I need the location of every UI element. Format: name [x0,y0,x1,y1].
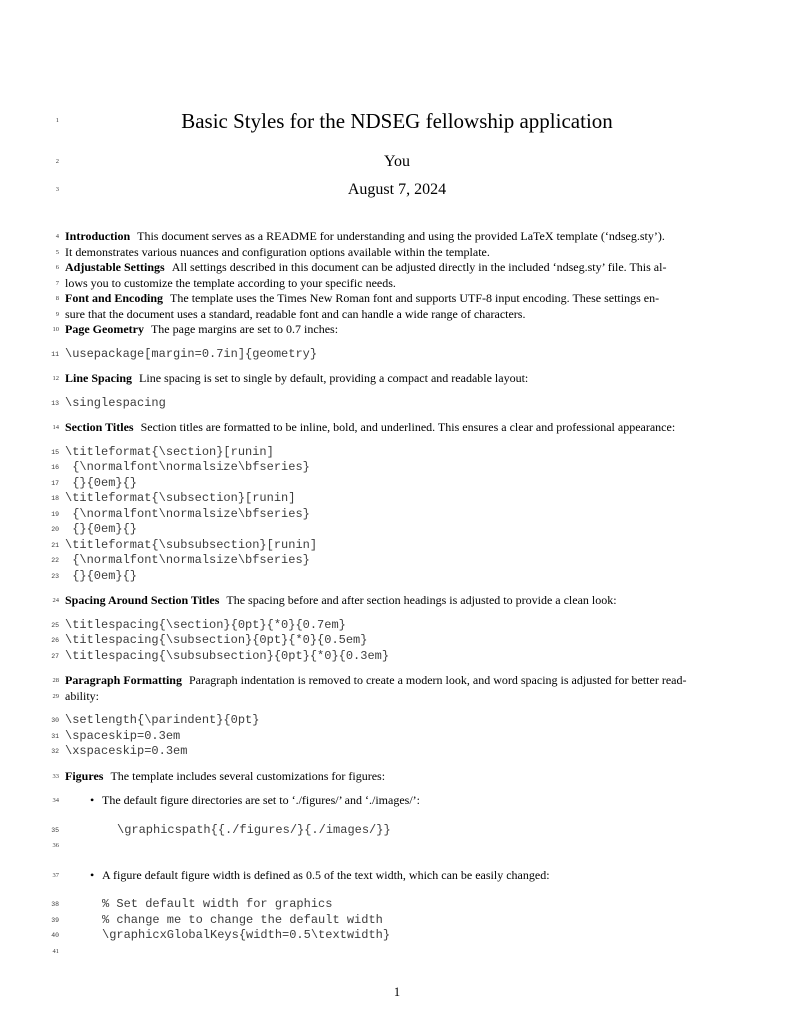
line-number: 17 [51,479,59,487]
text-segment: Section titles are formatted to be inline, bold, and underlined. This ensures a clear and professional appearance: [140,420,676,434]
doc-line [51,475,729,492]
doc-line [51,395,729,412]
line-number: 39 [51,916,59,924]
doc-line [52,593,729,609]
text-segment: \graphicxGlobalKeys{width=0.5\textwidth} [102,928,391,942]
text-segment: {}{0em}{} [65,568,138,583]
doc-line [52,688,729,705]
line-text [102,928,390,942]
line-number: 10 [52,326,59,333]
doc-line [51,713,729,729]
doc-line [51,506,729,523]
doc-line [51,491,729,507]
doc-line [51,928,729,944]
section-heading: Section Titles [65,420,134,434]
text-segment: \titleformat{\subsection}[runin] [65,491,296,505]
line-number: 1 [55,117,59,124]
doc-line [52,768,729,785]
line-text [384,153,410,170]
doc-line [52,944,729,960]
text-segment: ability: [65,688,99,703]
text-segment: It demonstrates various nuances and configuration options available within the template. [65,244,490,259]
line-number: 21 [51,541,59,549]
line-number: 34 [52,797,59,804]
doc-line [51,728,729,745]
line-number: 24 [52,597,59,604]
line-number: 11 [51,350,59,358]
line-number: 27 [51,652,59,660]
text-segment: You [384,153,410,170]
doc-line [52,371,729,387]
line-text [65,593,617,607]
line-text [65,420,675,434]
line-number: 29 [52,692,59,700]
text-segment: \usepackage[margin=0.7in]{geometry} [65,346,318,361]
line-text [65,347,317,361]
line-number: 9 [55,310,59,318]
doc-line [55,244,729,261]
text-segment: % change me to change the default width [102,912,383,927]
doc-line [51,744,729,760]
text-segment: lows you to customize the template according to your specific needs. [65,275,396,290]
text-segment: {\normalfont\normalsize\bfseries} [65,553,310,567]
doc-line [55,229,729,245]
line-text [65,307,525,321]
line-number: 13 [51,399,59,407]
doc-line [55,275,729,292]
section-heading: Figures [65,768,104,783]
text-segment: sure that the document uses a standard, readable font and can handle a wide range of characters. [65,306,526,321]
page-number: 1 [393,985,401,999]
line-number: 20 [51,526,59,533]
text-segment: \titlespacing{\section}{0pt}{*0}{0.7em} [65,617,346,632]
text-segment: \graphicspath{{./figures/}{./images/}} [117,822,391,837]
doc-line [51,444,729,461]
text-segment: \xspaceskip=0.3em [65,744,188,758]
line-text [65,689,99,703]
line-text [65,491,295,505]
text-segment: The template uses the Times New Roman font and supports UTF-8 input encoding. These settings en- [170,291,660,305]
text-segment: % Set default width for graphics [102,897,333,911]
line-text [65,569,137,583]
line-number: 30 [51,717,59,724]
doc-line [51,522,729,538]
line-text [102,868,550,882]
text-segment: A figure default figure width is defined as 0.5 of the text width, which can be easily changed: [102,867,550,882]
text-segment: {\normalfont\normalsize\bfseries} [65,460,310,474]
doc-line [52,673,729,689]
doc-line [55,291,729,307]
doc-line [52,322,729,338]
line-text [65,507,310,521]
line-text [117,823,391,837]
line-text [65,476,137,490]
line-number: 38 [51,901,59,908]
doc-line [52,867,729,884]
text-segment: The default figure directories are set to ‘./figures/’ and ‘./images/’: [102,793,420,807]
doc-line [51,568,729,585]
line-text [65,769,385,783]
doc-line [55,306,729,323]
doc-line [51,822,729,839]
line-number: 8 [55,295,59,302]
line-number: 35 [51,826,59,834]
bullet-icon: • [90,793,95,807]
section-heading: Line Spacing [65,371,133,385]
line-text [65,538,317,552]
line-number: 28 [52,677,59,684]
line-text [102,897,332,911]
line-text [181,109,613,133]
line-text [65,396,166,410]
line-text [65,713,259,727]
text-segment: \spaceskip=0.3em [65,728,181,743]
section-heading: Paragraph Formatting [65,673,182,687]
line-text [65,553,310,567]
line-number: 19 [51,510,59,518]
line-text [65,522,137,536]
line-text [65,673,686,687]
line-text [102,913,383,927]
line-number: 16 [51,464,59,471]
doc-line [55,260,729,276]
line-text [65,229,665,243]
line-number: 32 [51,748,59,755]
text-segment: {\normalfont\normalsize\bfseries} [65,506,310,521]
text-segment: \singlespacing [65,395,166,410]
doc-line [51,897,729,913]
section-heading: Adjustable Settings [65,260,165,274]
doc-line [52,838,729,854]
line-number: 15 [51,448,59,456]
text-segment: Line spacing is set to single by default, providing a compact and readable layout: [139,371,529,385]
line-text [65,649,389,663]
line-text [65,260,666,274]
text-segment: All settings described in this document can be adjusted directly in the included ‘ndseg.sty’ file. This al- [171,260,667,274]
line-number: 26 [51,637,59,644]
line-number: 22 [51,557,59,564]
text-segment: The template includes several customizations for figures: [110,768,386,783]
line-number: 25 [51,621,59,629]
doc-line [55,152,729,172]
section-heading: Page Geometry [65,322,144,336]
text-segment: {}{0em}{} [65,475,138,490]
line-text [65,371,528,385]
section-heading: Introduction [65,229,131,243]
doc-line [51,648,729,665]
text-segment: {}{0em}{} [65,522,138,536]
line-number: 37 [52,871,59,879]
doc-line [51,553,729,569]
line-number: 6 [55,264,59,271]
doc-line [55,108,729,134]
line-number: 12 [52,375,59,382]
line-number: 23 [51,572,59,580]
text-segment: \titlespacing{\subsection}{0pt}{*0}{0.5em} [65,633,368,647]
line-text [65,618,346,632]
line-text [348,181,446,198]
doc-line [52,420,729,436]
line-number: 33 [52,772,59,780]
line-text [65,291,659,305]
line-number: 31 [51,732,59,740]
bullet-icon: • [90,867,95,882]
line-number: 14 [52,424,59,431]
text-segment: The page margins are set to 0.7 inches: [150,322,339,336]
section-heading: Font and Encoding [65,291,164,305]
text-segment: \titleformat{\section}[runin] [65,444,274,459]
line-text [65,276,396,290]
line-number: 41 [52,947,59,955]
section-heading: Spacing Around Section Titles [65,593,220,607]
doc-line [52,793,729,809]
line-text [65,744,187,758]
text-segment: Paragraph indentation is removed to create a modern look, and word spacing is adjusted for better read- [188,673,687,687]
line-number: 7 [55,279,59,287]
document-lines [51,108,729,959]
doc-line [51,617,729,634]
line-number: 40 [51,932,59,939]
text-segment: The spacing before and after section headings is adjusted to provide a clean look: [226,593,617,607]
line-number: 2 [55,158,59,165]
text-segment: August 7, 2024 [347,181,447,198]
doc-line [51,460,729,476]
text-segment: Basic Styles for the NDSEG fellowship application [181,109,613,133]
doc-line [51,537,729,554]
line-text [65,445,274,459]
text-segment: \titlespacing{\subsubsection}{0pt}{*0}{0.3em} [65,648,390,663]
line-number: 3 [55,186,59,193]
text-segment: This document serves as a README for understanding and using the provided LaTeX template (‘ndseg.sty’). [137,229,665,243]
line-text [65,729,180,743]
line-number: 18 [51,495,59,502]
text-segment: \setlength{\parindent}{0pt} [65,713,260,727]
doc-line [55,180,729,200]
line-text [65,322,338,336]
doc-line [51,346,729,363]
text-segment: \titleformat{\subsubsection}[runin] [65,537,318,552]
line-text [65,460,310,474]
line-number: 5 [55,248,59,256]
line-number: 36 [52,842,59,849]
doc-line [51,633,729,649]
line-text [102,793,420,807]
line-text [65,633,367,647]
line-number: 4 [55,233,59,240]
line-text [65,245,490,259]
doc-line [51,912,729,929]
page-footer [0,985,794,1000]
